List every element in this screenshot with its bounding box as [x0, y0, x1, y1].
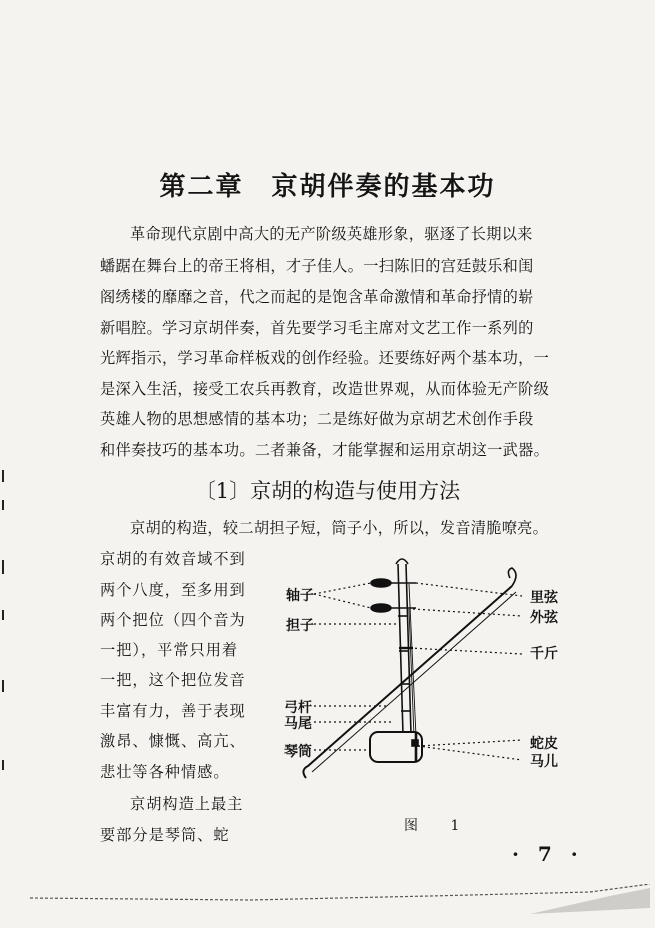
paragraph-line: 阁绣楼的靡靡之音，代之而起的是饱含革命激情和革命抒情的崭	[100, 288, 534, 306]
lower-peg-icon	[371, 604, 391, 612]
wrapped-line: 悲壮等各种情感。	[100, 763, 230, 781]
upper-peg-icon	[371, 579, 391, 587]
wrapped-line: 两个把位（四个音为	[100, 611, 246, 629]
scan-edge-mark	[2, 610, 4, 620]
paragraph-line: 英雄人物的思想感情的基本功；二是练好做为京胡艺术创作手段	[100, 410, 534, 428]
label-bow-hair: 马尾	[284, 716, 312, 732]
paragraph-line: 是深入生活，接受工农兵再教育，改造世界观，从而体验无产阶级	[100, 380, 550, 398]
scan-edge-mark	[2, 680, 4, 692]
wrapped-line: 两个八度，至多用到	[100, 581, 246, 599]
paragraph-line: 革命现代京剧中高大的无产阶级英雄形象，驱逐了长期以来	[130, 225, 533, 243]
section-heading: 〔1〕京胡的构造与使用方法	[194, 479, 461, 503]
label-pegs: 轴子	[286, 588, 314, 604]
paragraph-line: 和伴奏技巧的基本功。二者兼备，才能掌握和运用京胡这一武器。	[100, 441, 550, 459]
scan-bottom-streak	[30, 884, 650, 924]
next-paragraph-line: 京胡构造上最主	[130, 795, 244, 813]
chapter-number: 第二章	[159, 172, 244, 202]
scan-edge-mark	[2, 470, 4, 482]
scan-edge-mark	[2, 760, 4, 770]
chapter-title-text: 京胡伴奏的基本功	[271, 172, 496, 202]
scan-edge-mark	[2, 560, 4, 574]
page-number: · 7 ·	[512, 842, 584, 866]
next-paragraph-line: 要部分是琴筒、蛇	[100, 826, 230, 844]
wrapped-line: 一把），平常只用着	[100, 641, 239, 659]
scan-edge-mark	[2, 500, 4, 510]
label-outer-string: 外弦	[530, 610, 558, 626]
wrapped-line: 丰富有力，善于表现	[100, 702, 246, 720]
label-inner-string: 里弦	[530, 590, 558, 606]
label-bridge: 马儿	[530, 754, 558, 770]
bridge-icon	[412, 740, 418, 746]
resonator-drum	[370, 732, 422, 762]
section-first-line: 京胡的构造，较二胡担子短，筒子小，所以，发音清脆嘹亮。	[130, 519, 549, 537]
figure-caption: 图 1	[404, 818, 474, 834]
label-qianjin: 千斤	[530, 646, 558, 662]
label-resonator: 琴筒	[284, 744, 312, 760]
paragraph-line: 光辉指示，学习革命样板戏的创作经验。还要练好两个基本功，一	[100, 349, 550, 367]
wrapped-line: 一把，这个把位发音	[100, 671, 246, 689]
label-snakeskin: 蛇皮	[530, 736, 558, 752]
wrapped-line: 京胡的有效音域不到	[100, 550, 246, 568]
wrapped-line: 激昂、慷慨、高亢、	[100, 732, 246, 750]
chapter-heading	[0, 166, 655, 203]
label-bow-stick: 弓杆	[284, 700, 312, 716]
label-neck: 担子	[286, 618, 314, 634]
paragraph-line: 新唱腔。学习京胡伴奏，首先要学习毛主席对文艺工作一系列的	[100, 319, 534, 337]
paragraph-line: 蟠踞在舞台上的帝王将相，才子佳人。一扫陈旧的宫廷鼓乐和闺	[100, 257, 534, 275]
